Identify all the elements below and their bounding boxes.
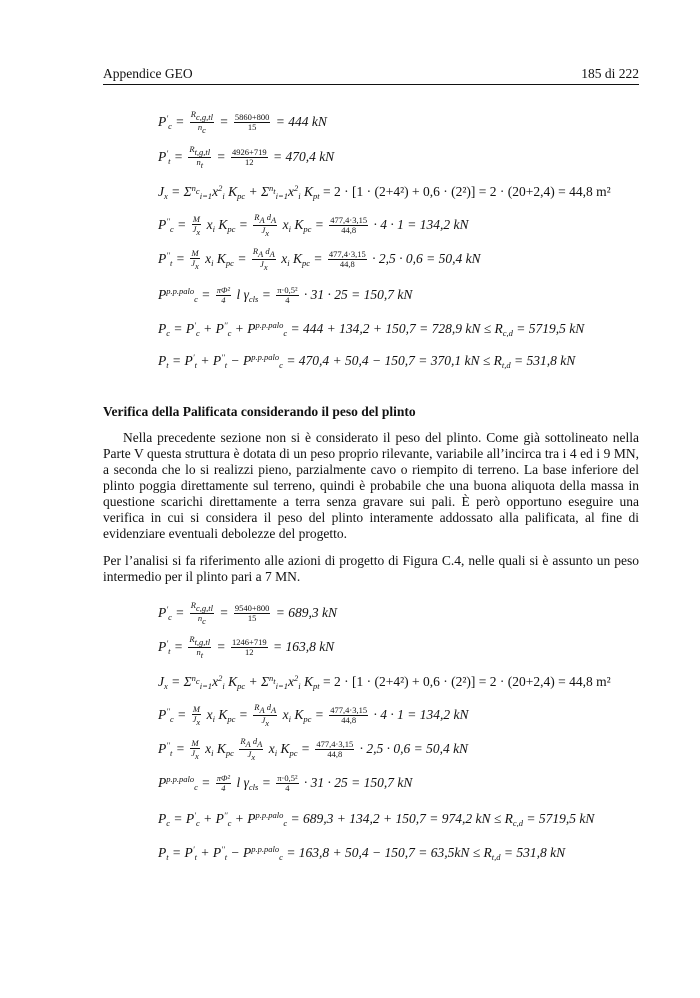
equation-pc-double-prime-b: $P''_c$ = $\frac{M}{J_x}$ $x_i$ $K_{pc}$ = $\frac{R_A d_A}{J_x}$ $x_i$ $K_{pc}$ = $\frac{477,4\cdot 3,15}{44,8}$ · 4 · 1 = 134,2 kN [158, 702, 469, 729]
paragraph-analysis: Per l’analisi si fa riferimento alle azioni di progetto di Figura C.4, nelle quali si è assunto un peso intermedio per il plinto pari a 7 MN. [103, 553, 639, 584]
equation-pc-total: $P_c = P'_c + P''_c + P^{p.p.palo}_c = 444 + 134,2 + 150,7 = 728,9$ kN ≤ $R_{c,d} = 5719,5$ kN [158, 320, 585, 338]
equation-pc-prime: $P'_c$ = $\frac{R_{c,g,tl}}{n_c}$ = $\frac{5860+800}{15}$ = 444 kN [158, 109, 327, 136]
equation-jx-b: $J_x = \Sigma^{n_c}_{i=1}x^2_i$ $K_{pc} + \Sigma^{n_t}_{i=1}x^2_i$ $K_{pt} = 2 \cdot [1 \cdot (2+4^2) + 0,6 \cdot (2^2)] = 2 \cdot (20+2,4) = 44,8$ m² [158, 673, 611, 691]
equation-pc-double-prime: $P''_c$ = $\frac{M}{J_x}$ $x_i$ $K_{pc}$ = $\frac{R_A d_A}{J_x}$ $x_i$ $K_{pc}$ = $\frac{477,4\cdot 3,15}{44,8}$ · 4 · 1 = 134,2 kN [158, 212, 469, 239]
equation-pc-total-b: $P_c = P'_c + P''_c + P^{p.p.palo}_c = 689,3 + 134,2 + 150,7 = 974,2$ kN ≤ $R_{c,d} = 5719,5$ kN [158, 810, 595, 828]
page-header [103, 66, 639, 85]
equation-pile-weight: $P^{p.p.palo}_c$ = $\frac{\text{πΦ²}}{4}$ l $\gamma_{cls}$ = $\frac{\text{π·0,5²}}{4}$ · 31 · 25 = 150,7 kN [158, 285, 413, 306]
section-title: Verifica della Palificata considerando il peso del plinto [103, 404, 416, 419]
equation-pt-prime-b: $P'_t$ = $\frac{R_{t,g,tl}}{n_t}$ = $\frac{1246+719}{12}$ = 163,8 kN [158, 634, 335, 661]
page-number: 185 di 222 [581, 66, 639, 81]
equation-pt-total: $P_t = P'_t + P''_t - P^{p.p.palo}_c = 470,4 + 50,4 - 150,7 = 370,1$ kN ≤ $R_{t,d} = 531,8$ kN [158, 352, 576, 370]
paragraph-intro: Nella precedente sezione non si è considerato il peso del plinto. Come già sottolineato nella Parte V questa struttura è dotata di un peso proprio rilevante, variabile all’incirca tra i 4 ed i 9 MN, a seconda che lo si realizzi pieno, parzialmente cavo o riempito di terreno. La base inferiore del plinto poggia direttamente sul terreno, quindi è probabile che una buona aliquota della massa in questione scarichi direttamente a terra senza gravare sui pali. È però opportuno eseguire una verifica in cui si considera il peso del plinto interamente addossato alla palificata, al fine di evidenziare eventuali debolezze del progetto. [103, 430, 639, 541]
equation-pt-total-b: $P_t = P'_t + P''_t - P^{p.p.palo}_c = 163,8 + 50,4 - 150,7 = 63,5kN \le R_{t,d} = 531,8$ kN [158, 844, 566, 862]
equation-pt-double-prime-b: $P''_t$ = $\frac{M}{J_x}$ $x_i$ $K_{pc}$ $\frac{R_A d_A}{J_x}$ $x_i$ $K_{pc}$ = $\frac{477,4\cdot 3,15}{44,8}$ · 2,5 · 0,6 = 50,4 kN [158, 736, 469, 763]
equation-pt-double-prime: $P''_t$ = $\frac{M}{J_x}$ $x_i$ $K_{pc}$ = $\frac{R_A d_A}{J_x}$ $x_i$ $K_{pc}$ = $\frac{477,4\cdot 3,15}{44,8}$ · 2,5 · 0,6 = 50,4 kN [158, 246, 481, 273]
equation-jx: $J_x = \Sigma^{n_c}_{i=1}x^2_i$ $K_{pc} + \Sigma^{n_t}_{i=1}x^2_i$ $K_{pt} = 2 \cdot [1 \cdot (2+4^2) + 0,6 \cdot (2^2)] = 2 \cdot (20+2,4) = 44,8$ m² [158, 183, 611, 201]
equation-pc-prime-b: $P'_c$ = $\frac{R_{c,g,tl}}{n_c}$ = $\frac{9540+800}{15}$ = 689,3 kN [158, 600, 337, 627]
equation-pile-weight-b: $P^{p.p.palo}_c$ = $\frac{\text{πΦ²}}{4}$ l $\gamma_{cls}$ = $\frac{\text{π·0,5²}}{4}$ · 31 · 25 = 150,7 kN [158, 773, 413, 794]
equation-pt-prime: $P'_t$ = $\frac{R_{t,g,tl}}{n_t}$ = $\frac{4926+719}{12}$ = 470,4 kN [158, 144, 335, 171]
header-title: Appendice GEO [103, 66, 193, 81]
